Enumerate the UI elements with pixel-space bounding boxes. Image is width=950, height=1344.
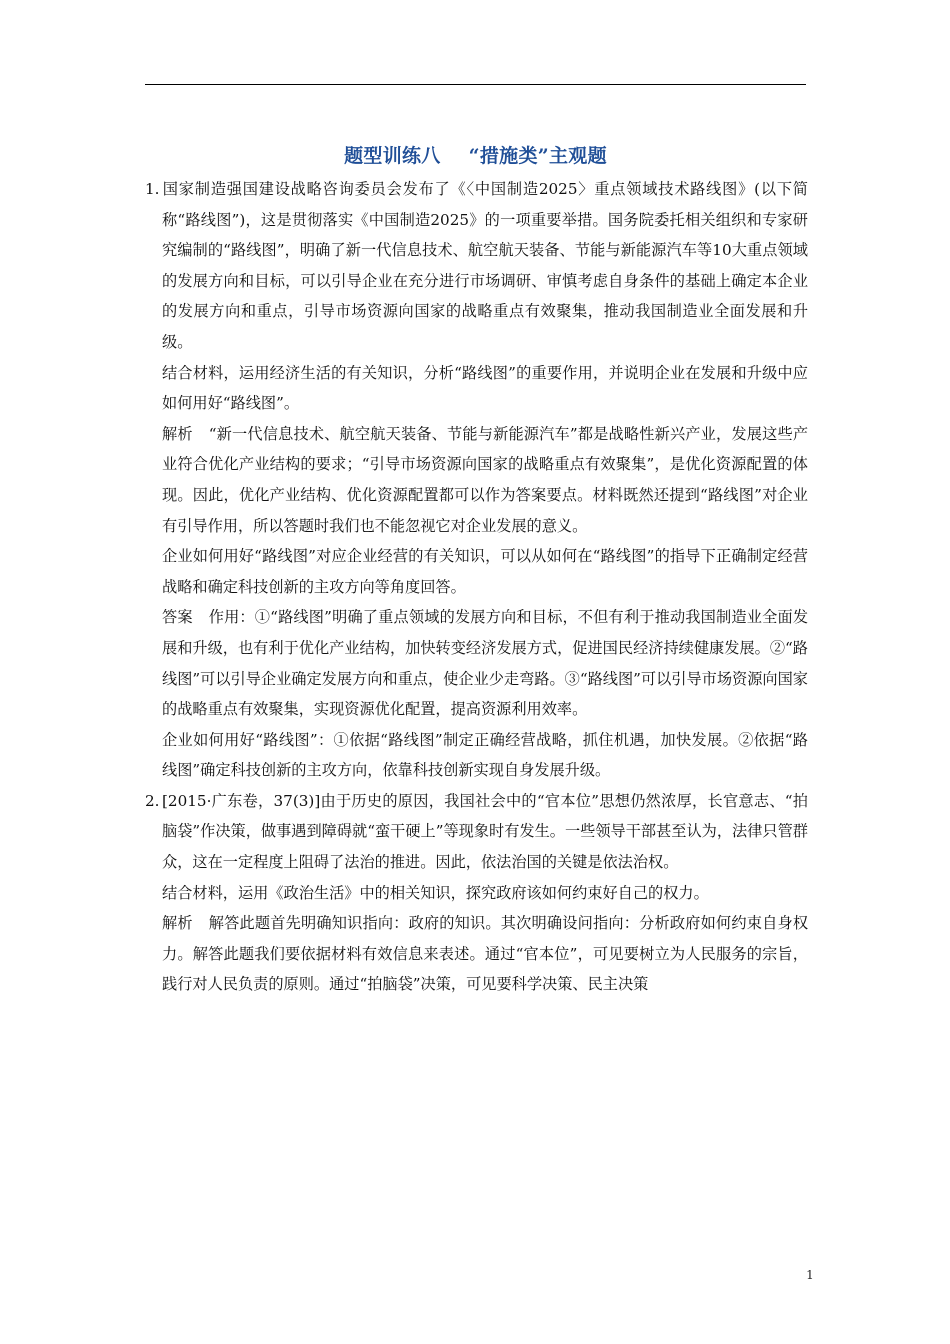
- question-1-answer: [145, 602, 808, 724]
- question-1-analysis: [145, 419, 808, 541]
- question-2-analysis-text: 解答此题首先明确知识指向：政府的知识。其次明确设问指向：分析政府如何约束自身权力。解答此题我们要依据材料有效信息来表述。通过“官本位”，可见要树立为人民服务的宗旨，践行对人民负责的原则。通过“拍脑袋”决策，可见要科学决策、民主决策: [162, 914, 809, 994]
- question-2-prompt: 结合材料，运用《政治生活》中的相关知识，探究政府该如何约束好自己的权力。: [162, 883, 709, 902]
- question-2-material: [145, 786, 808, 878]
- question-1-number: 1.: [145, 180, 160, 198]
- question-1-analysis-text: “新一代信息技术、航空航天装备、节能与新能源汽车”都是战略性新兴产业，发展这些产业符合优化产业结构的要求；“引导市场资源向国家的战略重点有效聚集”，是优化资源配置的体现。因此，优化产业结构、优化资源配置都可以作为答案要点。材料既然还提到“路线图”对企业有引导作用，所以答题时我们也不能忽视它对企业发展的意义。: [162, 424, 809, 535]
- page-number: 1: [806, 1268, 814, 1282]
- question-1-analysis-2: 企业如何用好“路线图”对应企业经营的有关知识，可以从如何在“路线图”的指导下正确制定经营战略和确定科技创新的主攻方向等角度回答。: [162, 547, 808, 596]
- document-body: [145, 174, 808, 1000]
- question-1-material: [145, 174, 808, 358]
- analysis-label: 解析: [162, 424, 193, 443]
- answer-label: 答案: [162, 608, 193, 627]
- question-2-analysis: [145, 908, 808, 1000]
- header-rule: [145, 84, 806, 85]
- question-2-material-text: [2015·广东卷，37(3)]由于历史的原因，我国社会中的“官本位”思想仍然浓厚，长官意志、“拍脑袋”作决策，做事遇到障碍就“蛮干硬上”等现象时有发生。一些领导干部甚至认为，法律只管群众，这在一定程度上阻碍了法治的推进。因此，依法治国的关键是依法治权。: [162, 791, 808, 872]
- question-1-material-text: 国家制造强国建设战略咨询委员会发布了《〈中国制造2025〉重点领域技术路线图》(以下简称“路线图”)，这是贯彻落实《中国制造2025》的一项重要举措。国务院委托相关组织和专家研究编制的“路线图”，明确了新一代信息技术、航空航天装备、节能与新能源汽车等10大重点领域的发展方向和目标，可以引导企业在充分进行市场调研、审慎考虑自身条件的基础上确定本企业的发展方向和重点，引导市场资源向国家的战略重点有效聚集，推动我国制造业全面发展和升级。: [162, 180, 808, 351]
- title-part-1: 题型训练八: [344, 145, 441, 167]
- question-1-answer-text: 作用：①“路线图”明确了重点领域的发展方向和目标，不但有利于推动我国制造业全面发展和升级，也有利于优化产业结构，加快转变经济发展方式，促进国民经济持续健康发展。②“路线图”可以引导企业确定发展方向和重点，使企业少走弯路。③“路线图”可以引导市场资源向国家的战略重点有效聚集，实现资源优化配置，提高资源利用效率。: [162, 608, 809, 719]
- question-1-prompt: 结合材料，运用经济生活的有关知识，分析“路线图”的重要作用，并说明企业在发展和升级中应如何用好“路线图”。: [162, 363, 808, 413]
- page-title: [145, 141, 806, 168]
- title-part-2: “措施类”主观题: [468, 145, 607, 167]
- question-1-answer-2: 企业如何用好“路线图”：①依据“路线图”制定正确经营战略，抓住机遇，加快发展。②依据“路线图”确定科技创新的主攻方向，依靠科技创新实现自身发展升级。: [162, 730, 808, 780]
- analysis-label: 解析: [162, 914, 193, 933]
- question-2-number: 2.: [145, 791, 160, 810]
